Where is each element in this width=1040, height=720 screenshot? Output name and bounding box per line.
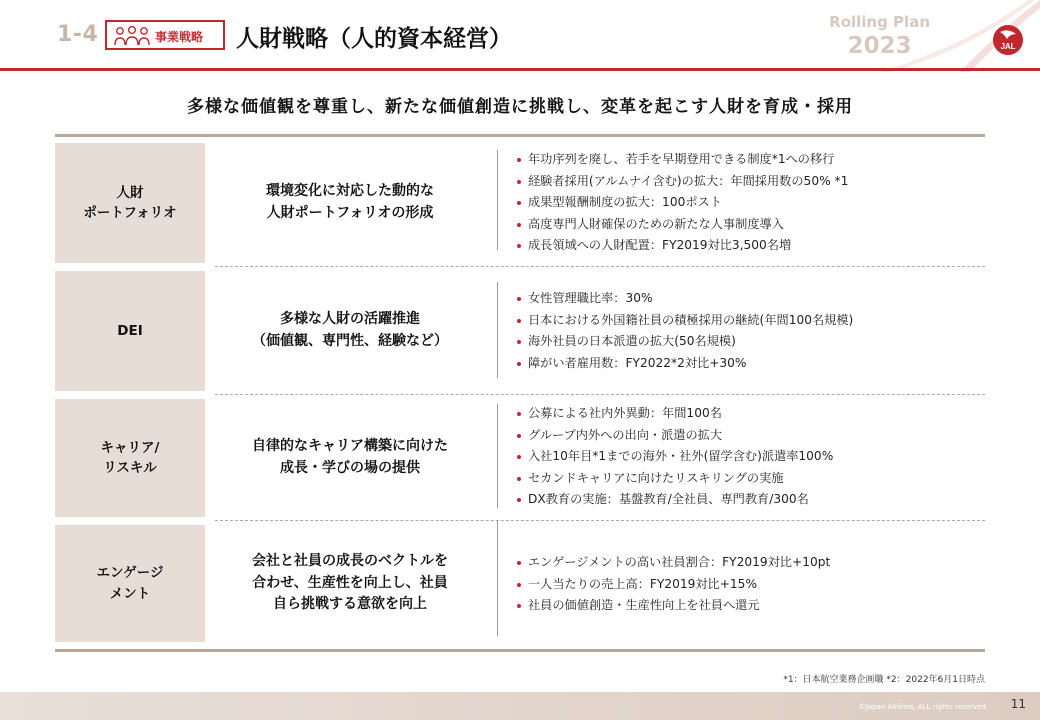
row-category-engagement: エンゲージ メント: [55, 525, 205, 642]
list-item: 障がい者雇用数：FY2022*2対比+30%: [515, 353, 985, 375]
row-separator: [215, 394, 985, 395]
list-item: 公募による社内外異動：年間100名: [515, 403, 985, 425]
row-goal-portfolio: 環境変化に対応した動的な 人財ポートフォリオの形成: [266, 183, 434, 221]
list-item: 経験者採用(アルムナイ含む)の拡大：年間採用数の50% *1: [515, 171, 985, 193]
copyright: ©Japan Airlines, ALL rights reserved.: [858, 703, 988, 711]
list-item: 高度専門人財確保のための新たな人事制度導入: [515, 214, 985, 236]
row-divider: [497, 404, 498, 508]
row-goal-career: 自律的なキャリア構築に向けた 成長・学びの場の提供: [252, 438, 448, 476]
list-item: 年功序列を廃し、若手を早期登用できる制度*1への移行: [515, 149, 985, 171]
row-bullets-portfolio: [515, 149, 985, 257]
row-category-portfolio: 人財 ポートフォリオ: [55, 143, 205, 263]
row-bullets-career: [515, 403, 985, 511]
row-divider: [497, 150, 498, 250]
row-separator: [215, 266, 985, 267]
row-goal-dei: 多様な人財の活躍推進 （価値観、専門性、経験など）: [252, 311, 448, 349]
list-item: 社員の価値創造・生産性向上を社員へ還元: [515, 595, 985, 617]
category-tag-label: 事業戦略: [155, 30, 204, 44]
list-item: 女性管理職比率：30%: [515, 288, 985, 310]
row-divider: [497, 282, 498, 378]
people-icon: [113, 25, 151, 47]
svg-text:JAL: JAL: [1000, 42, 1016, 51]
slide-header: [0, 0, 1040, 76]
row-goal-engagement: 会社と社員の成長のベクトルを 合わせ、生産性を向上し、社員 自ら挑戦する意欲を向上: [252, 552, 448, 613]
table-bottom-rule: [55, 649, 985, 652]
page-number: 11: [1010, 697, 1026, 711]
list-item: 日本における外国籍社員の積極採用の継続(年間100名規模): [515, 310, 985, 332]
list-item: エンゲージメントの高い社員割合：FY2019対比+10pt: [515, 552, 985, 574]
list-item: DX教育の実施：基盤教育/全社員、専門教育/300名: [515, 489, 985, 511]
jal-logo: [990, 22, 1026, 62]
list-item: 海外社員の日本派遣の拡大(50名規模): [515, 331, 985, 353]
rolling-plan-year: 2023: [847, 33, 912, 59]
row-divider: [497, 520, 498, 636]
row-category-dei: DEI: [55, 271, 205, 391]
list-item: セカンドキャリアに向けたリスキリングの実施: [515, 468, 985, 490]
footnote: *1：日本航空業務企画職 *2：2022年6月1日時点: [783, 675, 985, 685]
page-title: 人財戦略（人的資本経営）: [236, 26, 512, 52]
row-bullets-engagement: [515, 552, 985, 617]
slide-headline: 多様な価値観を尊重し、新たな価値創造に挑戦し、変革を起こす人財を育成・採用: [187, 97, 853, 117]
table-top-rule: [55, 134, 985, 137]
header-rule: [0, 68, 1040, 71]
row-category-career: キャリア/ リスキル: [55, 399, 205, 517]
rolling-plan-badge: [829, 13, 930, 59]
rolling-plan-label: Rolling Plan: [829, 13, 930, 31]
row-bullets-dei: [515, 288, 985, 374]
list-item: 成長領域への人財配置：FY2019対比3,500名増: [515, 235, 985, 257]
list-item: 成果型報酬制度の拡大：100ポスト: [515, 192, 985, 214]
list-item: 一人当たりの売上高：FY2019対比+15%: [515, 574, 985, 596]
row-separator: [215, 520, 985, 521]
list-item: 入社10年目*1までの海外・社外(留学含む)派遣率100%: [515, 446, 985, 468]
category-tag: [105, 20, 225, 50]
section-number: 1-4: [57, 22, 99, 47]
list-item: グループ内外への出向・派遣の拡大: [515, 425, 985, 447]
